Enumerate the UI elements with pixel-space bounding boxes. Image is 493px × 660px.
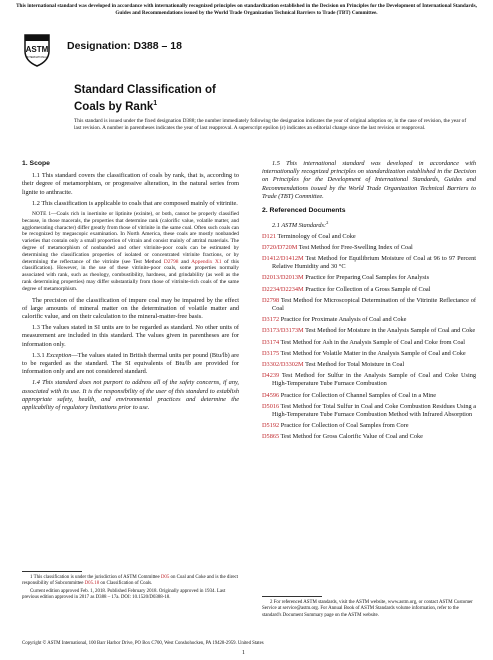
section-1-4: 1.4 This standard does not purport to address all of the safety concerns, if any, associated with its use. It is the responsibility of the user of this standard to establish appropriate safety, health, and environmental practices and determine the applicability of regulatory limitations prior to use. [22, 379, 239, 412]
scope-heading: 1. Scope [22, 160, 50, 167]
reference-code-link[interactable]: D3174 [262, 338, 280, 346]
reference-code-link[interactable]: D2013/D2013M [262, 274, 304, 282]
reference-code-link[interactable]: D4239 [262, 372, 280, 380]
reference-item [262, 327, 476, 335]
section-1-1: 1.1 This standard covers the classification of coals by rank, that is, according to their degree of metamorphism, or progressive alteration, in the natural series from lignite to anthracite. [22, 172, 239, 196]
section-1-3: 1.3 The values stated in SI units are to be regarded as standard. No other units of measurement are included in this standard. The values given in parentheses are for information only. [22, 324, 239, 348]
reference-item [262, 255, 476, 271]
reference-code-link[interactable]: D121 [262, 232, 276, 240]
precision-paragraph: The precision of the classification of impure coal may be impaired by the effect of large amounts of mineral matter on the determination of volatile matter and calorific value, and on their calculation to the mineral-matter-free basis. [22, 296, 239, 320]
reference-item [262, 403, 476, 419]
section-1-5: 1.5 This international standard was developed in accordance with internationally recognized principles on standardization established in the Decision on Principles for the Development of International Standards, Guides and Recommendations issued by the World Trade Organization Technical Barriers to Trade (TBT) Committee. [262, 160, 476, 200]
reference-list [262, 233, 476, 442]
link-d2798[interactable]: D2798 [163, 258, 179, 265]
reference-code-link[interactable]: D3172 [262, 316, 280, 324]
svg-text:INTERNATIONAL: INTERNATIONAL [26, 56, 48, 59]
title-line-1: Standard Classification of [74, 84, 216, 96]
section-1-3-1: 1.3.1 Exception—The values stated in British thermal units per pound (Btu/lb) are to be regarded as the standard. The SI equivalents of Btu/lb are provided for information only and are not considered standard. [22, 351, 239, 376]
footnote-2: 2 For referenced ASTM standards, visit the ASTM website, www.astm.org, or contact ASTM Customer Service at service@astm.org. For Annual Book of ASTM Standards volume information, refer to the standard's Document Summary page on the ASTM website. [262, 600, 473, 618]
reference-title: Test Method for Volatile Matter in the Analysis Sample of Coal and Coke [279, 349, 466, 357]
left-column [22, 160, 239, 415]
reference-code-link[interactable]: D3302/D3302M [262, 360, 304, 368]
reference-code-link[interactable]: D5192 [262, 422, 280, 430]
section-1-2: 1.2 This classification is applicable to coals that are composed mainly of vitrinite. [32, 199, 238, 207]
footnote-rule [262, 596, 322, 597]
copyright-line: Copyright © ASTM International, 100 Barr Harbor Drive, PO Box C700, West Conshohocken, PA 19428-2959. United States [22, 641, 264, 646]
reference-item [262, 361, 476, 369]
reference-item [262, 433, 476, 441]
reference-title: Practice for Collection of Channel Samples of Coal in a Mine [279, 391, 437, 399]
reference-item [262, 372, 476, 388]
reference-item [262, 316, 476, 324]
reference-code-link[interactable]: D5016 [262, 402, 280, 410]
reference-title: Practice for Collection of Coal Samples from Core [279, 422, 409, 430]
reference-title: Test Method for Free-Swelling Index of Coal [297, 243, 413, 251]
reference-code-link[interactable]: D2234/D2234M [262, 285, 304, 293]
link-d05-18[interactable]: D05.18 [84, 581, 100, 587]
reference-title: Test Method for Ash in the Analysis Sample of Coal and Coke from Coal [279, 338, 466, 346]
page-number: 1 [242, 650, 245, 656]
reference-title: Practice for Preparing Coal Samples for Analysis [303, 274, 430, 282]
reference-item [262, 339, 476, 347]
reference-title: Test Method for Gross Calorific Value of Coal and Coke [279, 433, 423, 441]
astm-standards-label: 2.1 ASTM Standards:$^2$ [272, 220, 329, 230]
link-d05[interactable]: D05 [160, 575, 170, 580]
reference-title: Test Method for Microscopical Determination of the Vitrinite Reflectance of Coal [272, 296, 476, 312]
reference-title: Test Method for Equilibrium Moisture of Coal at 96 to 97 Percent Relative Humidity and 30 °C [272, 254, 476, 271]
svg-text:ASTM: ASTM [25, 45, 49, 54]
reference-title: Practice for Proximate Analysis of Coal and Coke [279, 316, 407, 324]
reference-title: Test Method for Moisture in the Analysis Sample of Coal and Coke [303, 327, 476, 335]
astm-logo [22, 31, 52, 67]
title-line-2: Coals by Rank$^1$ [74, 100, 158, 113]
left-footnotes [22, 565, 239, 602]
note-1: NOTE 1—Coals rich in inertinite or liptinite (exinite), or both, cannot be properly classified because, in those macerals, the properties that determine rank (calorific value, volatile matter, and agglomerating character) differ greatly from those of vitrinite in the same coal. Often such coals can be recognized by megascopic examination. In North America, these coals are mostly nonbanded varieties that contain only a small proportion of vitrain and consist mainly of attrital materials. The degree of metamorphism of nonbanded and other vitrinite-poor coals can be estimated by determining the classification properties of isolated or concentrated vitrinite fractions, or by determining the reflectance of the vitrinite (see Test Method D2798 and Appendix X1 of this classification). However, in the use of these vitrinite-poor coals, some properties normally associated with rank, such as rheology, combustibility, hardness, and grindability (as well as the rank determining properties) may differ substantially from those of vitrinite-rich coals of the same degree of metamorphism. [22, 211, 240, 292]
reference-code-link[interactable]: D4596 [262, 391, 280, 399]
reference-item [262, 422, 476, 430]
reference-item [262, 297, 476, 313]
reference-code-link[interactable]: D720/D720M [262, 243, 298, 251]
reference-item [262, 392, 476, 400]
reference-title: Test Method for Total Sulfur in Coal and Coke Combustion Residues Using a High-Temperature Tube Furnace Combustion Method with Infrared Absorption [272, 402, 476, 418]
referenced-documents-heading: 2. Referenced Documents [262, 207, 346, 215]
reference-item [262, 233, 476, 241]
footnote-rule [22, 571, 82, 572]
right-footnotes [262, 590, 476, 620]
footnote-1: 1 This classification is under the jurisdiction of ASTM Committee D05 on Coal and Coke and is the direct responsibility of Subcommittee D05.18 on Classification of Coals. [22, 575, 239, 587]
reference-code-link[interactable]: D5865 [262, 433, 280, 441]
title-footnote-marker: 1 [153, 100, 158, 107]
designation: Designation: D388 – 18 [67, 40, 182, 52]
reference-code-link[interactable]: D1412/D1412M [262, 254, 304, 262]
issuance-statement: This standard is issued under the fixed designation D388; the number immediately following the designation indicates the year of original adoption or, in the case of revision, the year of last revision. A number in parentheses indicates the year of last reapproval. A superscript epsilon (ε) indicates an editorial change since the last revision or reapproval. [74, 118, 467, 131]
reference-code-link[interactable]: D3173/D3173M [262, 327, 304, 335]
wto-notice: This international standard was developed in accordance with internationally recognized principles on standardization established in the Decision on Principles for the Development of International Standards, Guides and Recommendations issued by the World Trade Organization Technical Barriers to Trade (TBT) Committee. [16, 3, 477, 16]
reference-item [262, 244, 476, 252]
footnote-1-edition: Current edition approved Feb. 1, 2018. Published February 2018. Originally approved in 1934. Last previous edition approved in 2017 as D388 – 17a. DOI: 10.1520/D0388-18. [22, 588, 226, 600]
reference-code-link[interactable]: D2798 [262, 296, 280, 304]
reference-item [262, 350, 476, 358]
reference-item [262, 274, 476, 282]
reference-code-link[interactable]: D3175 [262, 349, 280, 357]
reference-item [262, 286, 476, 294]
right-column [262, 160, 476, 445]
reference-title: Terminology of Coal and Coke [276, 232, 356, 240]
document-title [74, 84, 216, 114]
reference-title: Test Method for Sulfur in the Analysis Sample of Coal and Coke Using High-Temperature Tube Furnace Combustion [272, 372, 476, 388]
reference-title: Practice for Collection of a Gross Sample of Coal [303, 285, 431, 293]
link-appendix-x1[interactable]: Appendix X1 [191, 258, 222, 265]
reference-title: Test Method for Total Moisture in Coal [303, 360, 405, 368]
